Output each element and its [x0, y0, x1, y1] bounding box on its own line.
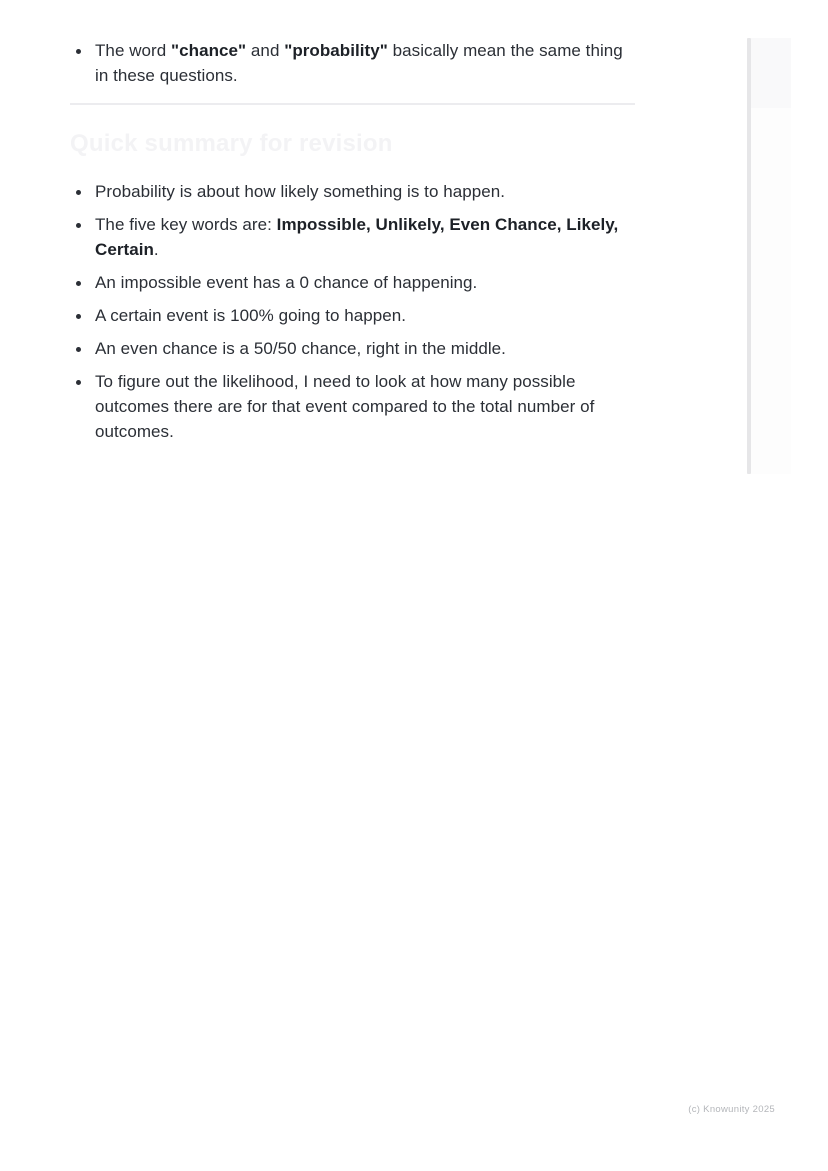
list-item-text: A certain event is 100% going to happen. [95, 306, 407, 325]
list-item-text: The five key words are: Impossible, Unlikely, Even Chance, Likely, Certain. [95, 215, 619, 259]
bullet-icon [76, 314, 81, 319]
bullet-icon [76, 190, 81, 195]
list-item [70, 270, 635, 295]
list-item [70, 336, 635, 361]
bullet-icon [76, 380, 81, 385]
list-item [70, 179, 635, 204]
list-item-text: An impossible event has a 0 chance of happening. [95, 273, 478, 292]
list-item-text: Probability is about how likely something is to happen. [95, 182, 506, 201]
intro-bullet-list [70, 38, 635, 88]
document-content [70, 38, 635, 452]
bullet-icon [76, 49, 81, 54]
bullet-icon [76, 347, 81, 352]
list-item-text: An even chance is a 50/50 chance, right in the middle. [95, 339, 506, 358]
list-item [70, 369, 635, 444]
scrollbar[interactable] [747, 38, 751, 474]
side-panel-header [751, 38, 791, 108]
section-divider [70, 103, 635, 105]
summary-bullet-list [70, 179, 635, 444]
list-item-text: The word "chance" and "probability" basically mean the same thing in these questions. [95, 41, 623, 85]
bullet-icon [76, 223, 81, 228]
list-item [70, 38, 635, 88]
section-heading: Quick summary for revision [70, 130, 393, 157]
copyright-footer: (c) Knowunity 2025 [688, 1104, 775, 1115]
list-item-text: To figure out the likelihood, I need to look at how many possible outcomes there are for that event compared to the total number of outcomes. [95, 372, 595, 441]
list-item [70, 212, 635, 262]
list-item [70, 303, 635, 328]
bullet-icon [76, 281, 81, 286]
